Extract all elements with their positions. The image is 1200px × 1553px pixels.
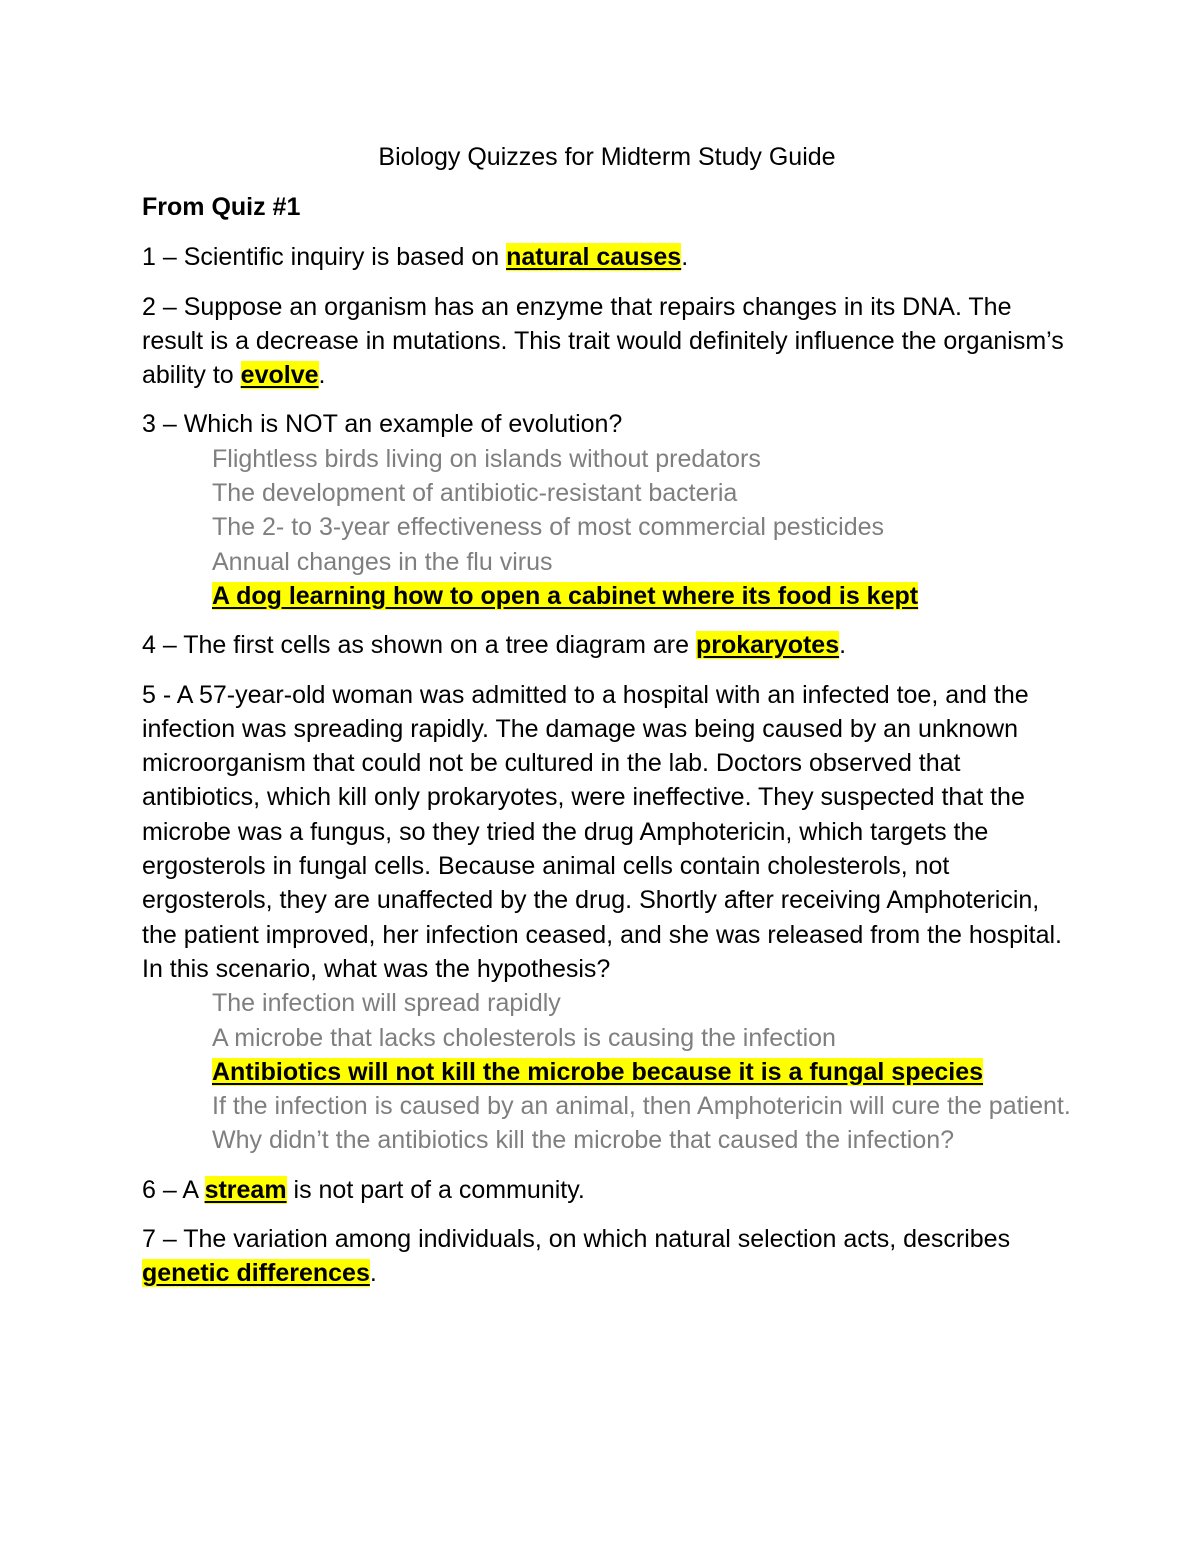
question-7-answer: genetic differences (142, 1259, 370, 1288)
question-1 (142, 240, 1072, 274)
question-3-stem: 3 – Which is NOT an example of evolution? (142, 410, 623, 439)
question-3-options (142, 442, 1072, 613)
question-6-suffix: is not part of a community. (286, 1175, 585, 1204)
question-2-suffix: . (318, 361, 326, 390)
section-heading: From Quiz #1 (142, 193, 301, 221)
question-5-option-correct (142, 1055, 1072, 1089)
question-4-text: 4 – The first cells as shown on a tree diagram are (142, 631, 696, 660)
page-title: Biology Quizzes for Midterm Study Guide (378, 143, 836, 171)
question-4-answer: prokaryotes (695, 631, 840, 660)
question-5-answer: Antibiotics will not kill the microbe because it is a fungal species (212, 1057, 984, 1086)
question-2-text: 2 – Suppose an organism has an enzyme that repairs changes in its DNA. The result is a decrease in mutations. This trait would definitely influence the organism’s ability to (142, 292, 1064, 390)
question-4-suffix: . (839, 631, 847, 660)
question-7-suffix: . (369, 1259, 377, 1288)
question-3-option-1: Flightless birds living on islands without predators (212, 444, 761, 473)
question-1-suffix: . (681, 243, 689, 272)
document-content (142, 140, 1072, 1306)
question-4 (142, 628, 1072, 662)
question-5-options (142, 986, 1072, 1157)
question-5-option-1: The infection will spread rapidly (212, 989, 561, 1018)
question-6-answer: stream (204, 1175, 287, 1204)
question-3-option-4: Annual changes in the flu virus (212, 547, 553, 576)
question-7 (142, 1222, 1072, 1291)
question-5-stem: In this scenario, what was the hypothesis? (142, 954, 611, 983)
question-7-text: 7 – The variation among individuals, on which natural selection acts, describes (142, 1225, 1011, 1254)
question-5-option-4: If the infection is caused by an animal, then Amphotericin will cure the patient. (212, 1092, 1071, 1121)
question-1-answer: natural causes (506, 243, 682, 272)
question-6 (142, 1173, 1072, 1207)
question-2 (142, 290, 1072, 393)
question-3-option-correct (142, 579, 1072, 613)
question-3-option-2: The development of antibiotic-resistant bacteria (212, 479, 738, 508)
question-6-text: 6 – A (142, 1175, 205, 1204)
question-3-option-3: The 2- to 3-year effectiveness of most commercial pesticides (212, 513, 885, 542)
question-1-text: 1 – Scientific inquiry is based on (142, 243, 507, 272)
question-5-scenario: 5 - A 57-year-old woman was admitted to a hospital with an infected toe, and the infection was spreading rapidly. The damage was being caused by an unknown microorganism that could not be cultured in the lab. Doctors observed that antibiotics, which kill only prokaryotes, were ineffective. They suspected that the microbe was a fungus, so they tried the drug Amphotericin, which targets the ergosterols in fungal cells. Because animal cells contain cholesterols, not ergosterols, they are unaffected by the drug. Shortly after receiving Amphotericin, the patient improved, her infection ceased, and she was released from the hospital. (142, 680, 1062, 949)
question-5-option-2: A microbe that lacks cholesterols is causing the infection (212, 1023, 836, 1052)
question-2-answer: evolve (240, 361, 319, 390)
question-5-option-5: Why didn’t the antibiotics kill the microbe that caused the infection? (212, 1126, 955, 1155)
question-3-answer: A dog learning how to open a cabinet where its food is kept (212, 581, 919, 610)
